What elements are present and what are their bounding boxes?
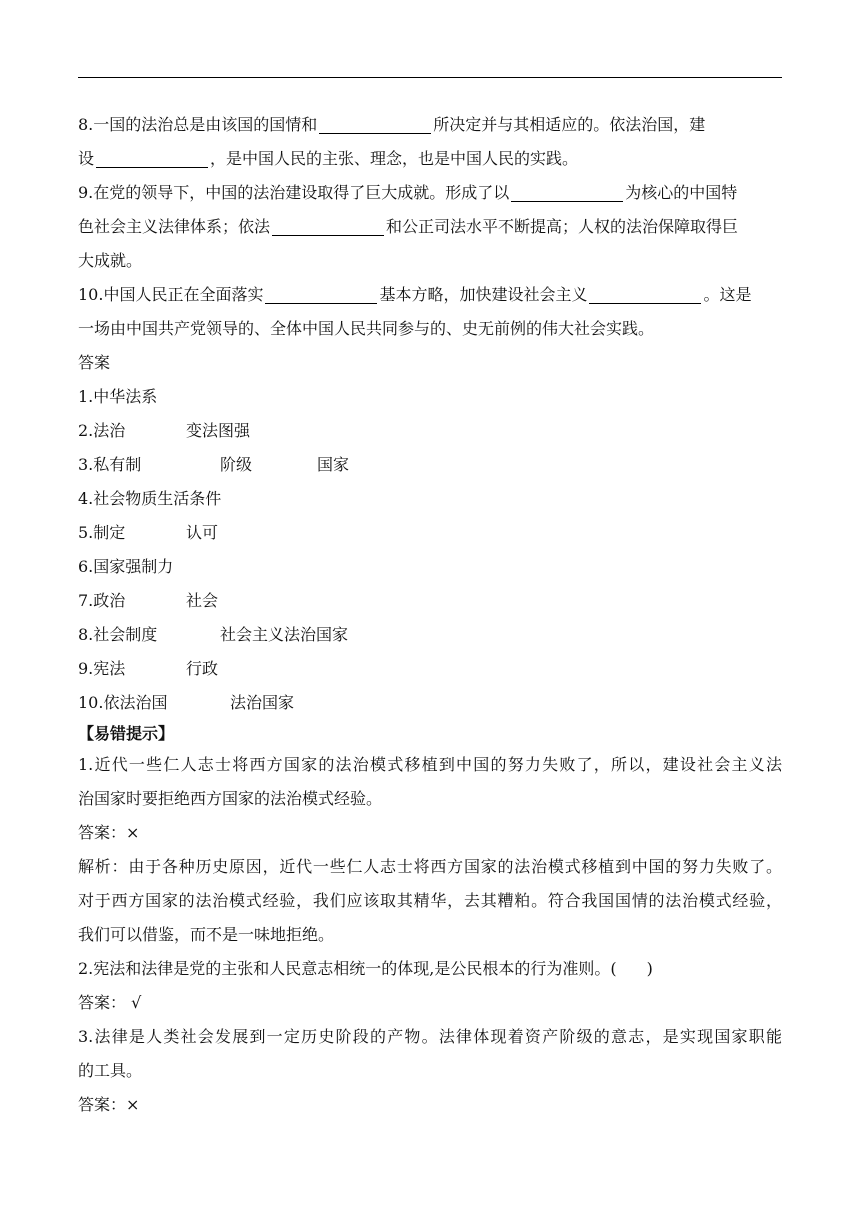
answer-cell: 9.宪法: [78, 659, 126, 678]
answer-cell: 1.中华法系: [78, 387, 158, 406]
answer-item: [78, 380, 782, 414]
q10-line-1: [78, 278, 782, 312]
q9-line-2: [78, 210, 782, 244]
tip3-line-2: 的工具。: [78, 1061, 143, 1080]
q10-blank-1: [265, 302, 377, 304]
q8-line-1: [78, 108, 782, 142]
q10-blank-2: [589, 302, 701, 304]
answer-item: [78, 584, 782, 618]
tip3-answer: 答案：×: [78, 1095, 140, 1114]
tip2-text: 2.宪法和法律是党的主张和人民意志相统一的体现,是公民根本的行为准则。(: [78, 959, 617, 978]
q9-blank-1: [511, 200, 623, 202]
header-rule: [78, 77, 782, 78]
answer-cell: 社会: [186, 591, 219, 610]
answer-cell: 7.政治: [78, 591, 126, 610]
answer-cell: 3.私有制: [78, 455, 142, 474]
answer-item: [78, 550, 782, 584]
answer-cell: 社会主义法治国家: [220, 625, 349, 644]
q9-blank-2: [272, 234, 384, 236]
q9-line-1: [78, 176, 782, 210]
answer-item: [78, 516, 782, 550]
q9-text-d: 和公正司法水平不断提高；人权的法治保障取得巨: [386, 217, 739, 236]
answer-item: [78, 652, 782, 686]
answer-cell: 10.依法治国: [78, 693, 168, 712]
answer-item: [78, 482, 782, 516]
tip1-explanation-2: 对于西方国家的法治模式经验，我们应该取其精华，去其糟粕。符合我国国情的法治模式经验，: [78, 891, 782, 910]
tip2-paren-close: ): [646, 959, 653, 978]
q8-line-2: [78, 142, 782, 176]
tip2-line-1: [78, 952, 782, 986]
answer-cell: 法治国家: [230, 693, 295, 712]
answer-cell: 变法图强: [186, 421, 251, 440]
q10-text-b: 基本方略，加快建设社会主义: [379, 285, 588, 304]
answer-item: [78, 414, 782, 448]
q10-text-c: 。这是: [703, 285, 752, 304]
q8-text-b: 所决定并与其相适应的。依法治国，建: [433, 115, 706, 134]
answer-cell: 阶级: [220, 455, 253, 474]
answer-cell: 国家: [317, 455, 350, 474]
tip3-line-1: 3.法律是人类社会发展到一定历史阶段的产物。法律体现着资产阶级的意志，是实现国家职能: [78, 1027, 782, 1046]
q9-text-b: 为核心的中国特: [625, 183, 738, 202]
q10-line-2: 一场由中国共产党领导的、全体中国人民共同参与的、史无前例的伟大社会实践。: [78, 319, 655, 338]
q8-blank-2: [96, 166, 208, 168]
answer-item: [78, 448, 782, 482]
document-body: [78, 108, 782, 1122]
tips-heading: 【易错提示】: [78, 724, 175, 743]
answer-cell: 4.社会物质生活条件: [78, 489, 222, 508]
q10-text-a: 10.中国人民正在全面落实: [78, 285, 264, 304]
answer-cell: 5.制定: [78, 523, 126, 542]
tip1-answer: 答案：×: [78, 823, 140, 842]
answer-item: [78, 618, 782, 652]
tip1-line-2: 治国家时要拒绝西方国家的法治模式经验。: [78, 789, 383, 808]
tip1-explanation-3: 我们可以借鉴，而不是一味地拒绝。: [78, 925, 335, 944]
q8-blank-1: [319, 132, 431, 134]
q8-text-c: 设: [78, 149, 95, 168]
q8-text-d: ，是中国人民的主张、理念，也是中国人民的实践。: [210, 149, 579, 168]
answer-cell: 认可: [186, 523, 219, 542]
q8-text-a: 8.一国的法治总是由该国的国情和: [78, 115, 318, 134]
answer-item: [78, 686, 782, 720]
answer-cell: 6.国家强制力: [78, 557, 174, 576]
q9-line-3: 大成就。: [78, 251, 143, 270]
tip1-explanation-1: 解析：由于各种历史原因，近代一些仁人志士将西方国家的法治模式移植到中国的努力失败了。: [78, 857, 782, 876]
tip1-line-1: 1.近代一些仁人志士将西方国家的法治模式移植到中国的努力失败了，所以，建设社会主义法: [78, 755, 782, 774]
answer-cell: 2.法治: [78, 421, 126, 440]
q9-text-c: 色社会主义法律体系；依法: [78, 217, 271, 236]
answer-cell: 8.社会制度: [78, 625, 158, 644]
tip2-answer: 答案： √: [78, 993, 142, 1012]
q9-text-a: 9.在党的领导下，中国的法治建设取得了巨大成就。形成了以: [78, 183, 510, 202]
answers-heading: 答案: [78, 353, 111, 372]
answer-cell: 行政: [186, 659, 219, 678]
